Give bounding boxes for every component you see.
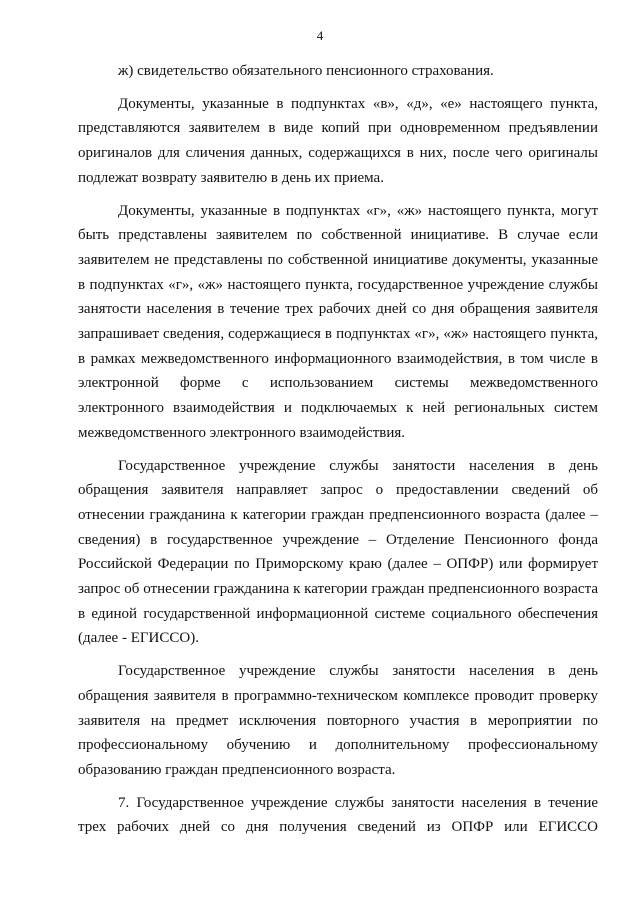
paragraph-repeat-check: Государственное учреждение службы занятости населения в день обращения заявителя в программно-техническом комплексе проводит проверку заявителя на предмет исключения повторного участия в мероприятии по профессиональному обучению и дополнительному профессиональному образованию граждан предпенсионного возраста. <box>78 663 598 778</box>
paragraph-item-7: 7. Государственное учреждение службы занятости населения в течение трех рабочих дней со дня получения сведений из ОПФР или ЕГИССО <box>78 794 598 836</box>
paragraph-item-zh: ж) свидетельство обязательного пенсионного страхования. <box>118 63 494 79</box>
page-number: 4 <box>316 28 324 43</box>
paragraph-request-opfr: Государственное учреждение службы занятости населения в день обращения заявителя направляет запрос о предоставлении сведений об отнесении гражданина к категории граждан предпенсионного возраста (далее – сведения) в государственное учреждение – Отделение Пенсионного фонда Российской Федерации по Приморскому краю (далее – ОПФР) или формирует запрос об отнесении гражданина к категории граждан предпенсионного возраста в единой государственной информационной системе социального обеспечения (далее - ЕГИССО). <box>78 457 598 647</box>
paragraph-documents-copies: Документы, указанные в подпунктах «в», «д», «е» настоящего пункта, представляются заявителем в виде копий при одновременном предъявлении оригиналов для сличения данных, содержащихся в них, после чего оригиналы подлежат возврату заявителю в день их приема. <box>78 95 598 186</box>
paragraph-documents-initiative: Документы, указанные в подпунктах «г», «ж» настоящего пункта, могут быть представлены заявителем по собственной инициативе. В случае если заявителем не представлены по собственной инициативе документы, указанные в подпунктах «г», «ж» настоящего пункта, государственное учреждение службы занятости населения в течение трех рабочих дней со дня обращения заявителя запрашивает сведения, содержащиеся в подпунктах «г», «ж» настоящего пункта, в рамках межведомственного информационного взаимодействия, в том числе в электронной форме с использованием системы межведомственного электронного взаимодействия и подключаемых к ней региональных систем межведомственного электронного взаимодействия. <box>78 202 598 441</box>
document-body <box>78 59 598 848</box>
